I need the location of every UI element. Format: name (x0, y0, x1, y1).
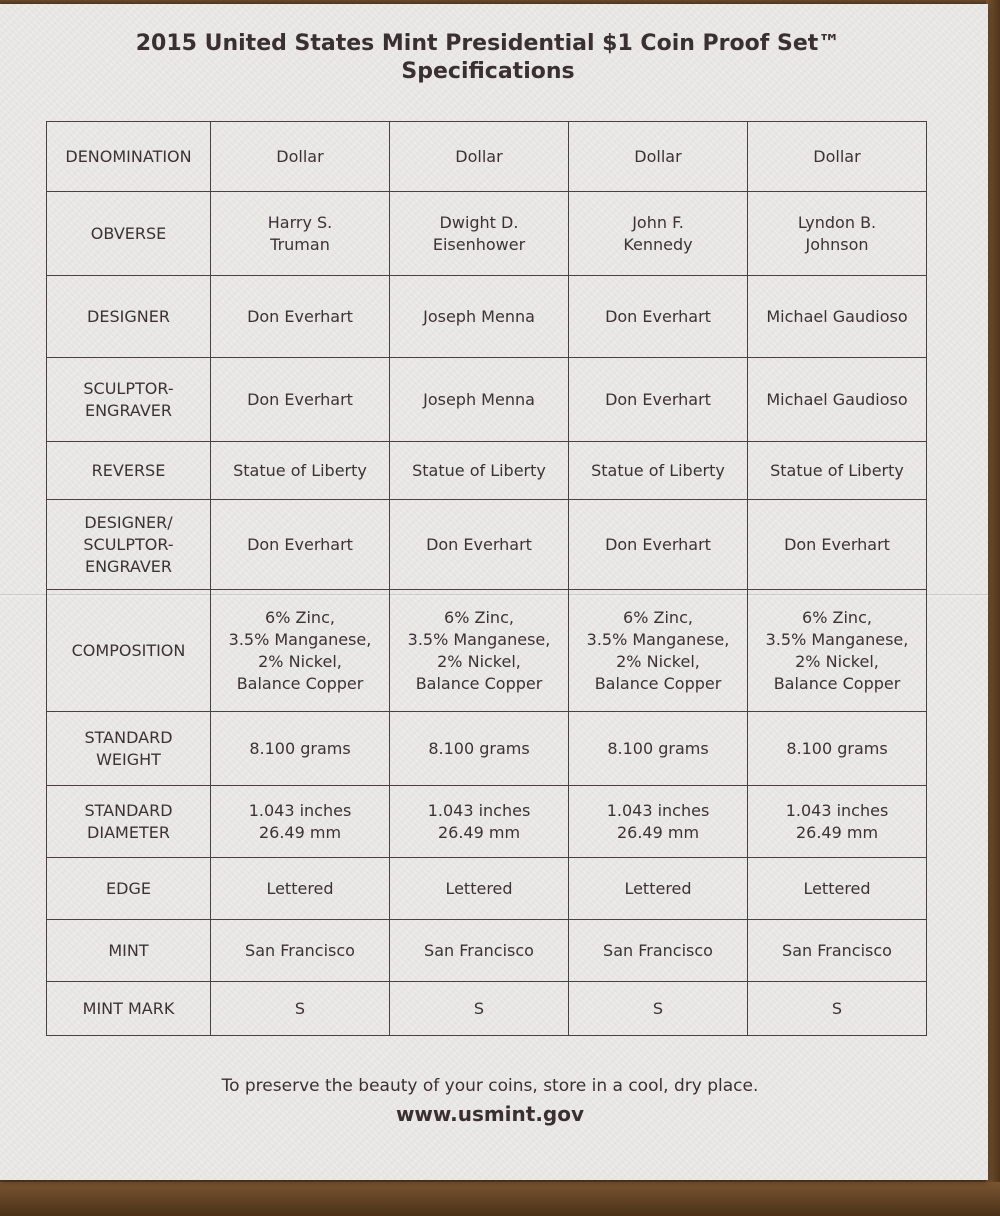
table-cell (211, 122, 390, 192)
cell-line: 26.49 mm (437, 822, 521, 842)
storage-note: To preserve the beauty of your coins, store in a cool, dry place. (221, 1076, 759, 1096)
table-cell (211, 786, 390, 858)
row-label-line: DENOMINATION (65, 146, 192, 166)
table-cell (211, 982, 390, 1036)
table-cell (569, 920, 748, 982)
specification-card (0, 4, 988, 1180)
cell-line: Lyndon B. (797, 212, 877, 232)
table-cell (390, 122, 569, 192)
cell-line: 1.043 inches (427, 800, 531, 820)
table-cell (390, 590, 569, 712)
row-label (47, 858, 211, 920)
table-cell (390, 500, 569, 590)
cell-line: Statue of Liberty (770, 460, 904, 480)
cell-line: San Francisco (245, 940, 355, 960)
cell-line: 3.5% Manganese, (407, 629, 551, 649)
table-cell (569, 500, 748, 590)
cell-line: Don Everhart (605, 389, 711, 409)
table-row (47, 786, 927, 858)
row-label-line: EDGE (106, 878, 151, 898)
row-label-line: SCULPTOR- (83, 378, 174, 398)
row-label-line: OBVERSE (90, 223, 167, 243)
cell-line: 2% Nickel, (437, 651, 521, 671)
cell-line: 3.5% Manganese, (765, 629, 909, 649)
table-cell (748, 276, 927, 358)
table-row (47, 122, 927, 192)
table-cell (748, 358, 927, 442)
table-cell (569, 358, 748, 442)
cell-line: Statue of Liberty (233, 460, 367, 480)
cell-line: San Francisco (424, 940, 534, 960)
table-cell (211, 358, 390, 442)
row-label-line: DIAMETER (87, 822, 170, 842)
cell-line: Statue of Liberty (591, 460, 725, 480)
table-cell (748, 786, 927, 858)
cell-line: Harry S. (267, 212, 333, 232)
row-label-line: ENGRAVER (84, 400, 173, 420)
cell-line: Truman (270, 234, 330, 254)
website-url: www.usmint.gov (395, 1102, 585, 1126)
row-label (47, 358, 211, 442)
cell-line: 26.49 mm (795, 822, 879, 842)
cell-line: 2% Nickel, (616, 651, 700, 671)
table-row (47, 858, 927, 920)
cell-line: Johnson (805, 234, 869, 254)
cell-line: S (831, 998, 843, 1018)
row-label-line: DESIGNER/ (84, 512, 173, 532)
cell-line: 26.49 mm (258, 822, 342, 842)
row-label (47, 920, 211, 982)
table-cell (748, 590, 927, 712)
cell-line: 1.043 inches (606, 800, 710, 820)
table-cell (569, 122, 748, 192)
wood-table-right (986, 0, 1000, 1216)
table-cell (748, 500, 927, 590)
cell-line: 8.100 grams (786, 738, 888, 758)
cell-line: Dwight D. (439, 212, 519, 232)
cell-line: 26.49 mm (616, 822, 700, 842)
cell-line: Kennedy (623, 234, 693, 254)
table-cell (390, 712, 569, 786)
table-cell (569, 590, 748, 712)
table-cell (211, 192, 390, 276)
cell-line: 6% Zinc, (623, 607, 693, 627)
cell-line: Balance Copper (236, 673, 364, 693)
table-cell (211, 276, 390, 358)
table-cell (748, 858, 927, 920)
cell-line: Dollar (813, 146, 861, 166)
row-label (47, 122, 211, 192)
table-cell (569, 442, 748, 500)
table-row (47, 192, 927, 276)
table-cell (748, 920, 927, 982)
row-label (47, 276, 211, 358)
table-cell (211, 712, 390, 786)
title-line-1: 2015 United States Mint Presidential $1 Coin Proof Set™ (135, 31, 841, 56)
table-row (47, 712, 927, 786)
cell-line: 8.100 grams (249, 738, 351, 758)
cell-line: Lettered (445, 878, 513, 898)
cell-line: Michael Gaudioso (766, 306, 908, 326)
cell-line: 6% Zinc, (802, 607, 872, 627)
table-row (47, 358, 927, 442)
table-cell (569, 712, 748, 786)
cell-line: San Francisco (782, 940, 892, 960)
cell-line: Lettered (266, 878, 334, 898)
cell-line: Lettered (624, 878, 692, 898)
row-label (47, 442, 211, 500)
cell-line: Don Everhart (247, 534, 353, 554)
table-cell (569, 786, 748, 858)
table-cell (390, 786, 569, 858)
footer (0, 1074, 980, 1130)
table-row (47, 276, 927, 358)
table-cell (390, 920, 569, 982)
row-label (47, 982, 211, 1036)
cell-line: Michael Gaudioso (766, 389, 908, 409)
table-cell (748, 442, 927, 500)
table-row (47, 590, 927, 712)
row-label-line: STANDARD (84, 727, 173, 747)
table-cell (211, 858, 390, 920)
table-cell (390, 358, 569, 442)
row-label-line: MINT MARK (82, 998, 175, 1018)
table-cell (390, 442, 569, 500)
table-row (47, 920, 927, 982)
table-cell (569, 192, 748, 276)
table-cell (390, 982, 569, 1036)
row-label-line: REVERSE (91, 460, 166, 480)
cell-line: Dollar (276, 146, 324, 166)
cell-line: S (294, 998, 306, 1018)
cell-line: Balance Copper (773, 673, 901, 693)
cell-line: Dollar (455, 146, 503, 166)
table-cell (748, 192, 927, 276)
table-cell (569, 276, 748, 358)
table-row (47, 982, 927, 1036)
cell-line: Don Everhart (784, 534, 890, 554)
row-label-line: COMPOSITION (71, 640, 186, 660)
cell-line: Balance Copper (415, 673, 543, 693)
row-label (47, 712, 211, 786)
cell-line: 1.043 inches (785, 800, 889, 820)
cell-line: Dollar (634, 146, 682, 166)
row-label (47, 786, 211, 858)
wood-table-bottom (0, 1182, 1000, 1216)
page-title (0, 30, 976, 86)
title-line-2: Specifications (401, 59, 575, 84)
table-cell (211, 920, 390, 982)
cell-line: Don Everhart (426, 534, 532, 554)
specifications-table-body (47, 122, 927, 1036)
cell-line: S (473, 998, 485, 1018)
table-cell (211, 590, 390, 712)
row-label-line: ENGRAVER (84, 556, 173, 576)
cell-line: 2% Nickel, (258, 651, 342, 671)
cell-line: Eisenhower (432, 234, 526, 254)
row-label-line: STANDARD (84, 800, 173, 820)
table-cell (569, 858, 748, 920)
row-label-line: SCULPTOR- (83, 534, 174, 554)
table-row (47, 442, 927, 500)
cell-line: S (652, 998, 664, 1018)
cell-line: Joseph Menna (423, 389, 535, 409)
table-cell (748, 712, 927, 786)
cell-line: 8.100 grams (428, 738, 530, 758)
cell-line: Don Everhart (247, 306, 353, 326)
row-label-line: WEIGHT (96, 749, 161, 769)
row-label-line: DESIGNER (87, 306, 170, 326)
cell-line: Don Everhart (605, 534, 711, 554)
table-cell (390, 276, 569, 358)
cell-line: Don Everhart (605, 306, 711, 326)
cell-line: 3.5% Manganese, (586, 629, 730, 649)
cell-line: 6% Zinc, (265, 607, 335, 627)
cell-line: 6% Zinc, (444, 607, 514, 627)
table-cell (211, 442, 390, 500)
row-label (47, 500, 211, 590)
table-cell (569, 982, 748, 1036)
row-label-line: MINT (108, 940, 149, 960)
table-cell (390, 858, 569, 920)
cell-line: Balance Copper (594, 673, 722, 693)
table-row (47, 500, 927, 590)
table-cell (748, 982, 927, 1036)
cell-line: 8.100 grams (607, 738, 709, 758)
row-label (47, 192, 211, 276)
cell-line: San Francisco (603, 940, 713, 960)
cell-line: 3.5% Manganese, (228, 629, 372, 649)
cell-line: Joseph Menna (423, 306, 535, 326)
cell-line: 1.043 inches (248, 800, 352, 820)
cell-line: Statue of Liberty (412, 460, 546, 480)
table-cell (390, 192, 569, 276)
cell-line: Don Everhart (247, 389, 353, 409)
row-label (47, 590, 211, 712)
cell-line: 2% Nickel, (795, 651, 879, 671)
table-cell (748, 122, 927, 192)
cell-line: John F. (632, 212, 684, 232)
table-cell (211, 500, 390, 590)
cell-line: Lettered (803, 878, 871, 898)
specifications-table (46, 121, 927, 1036)
